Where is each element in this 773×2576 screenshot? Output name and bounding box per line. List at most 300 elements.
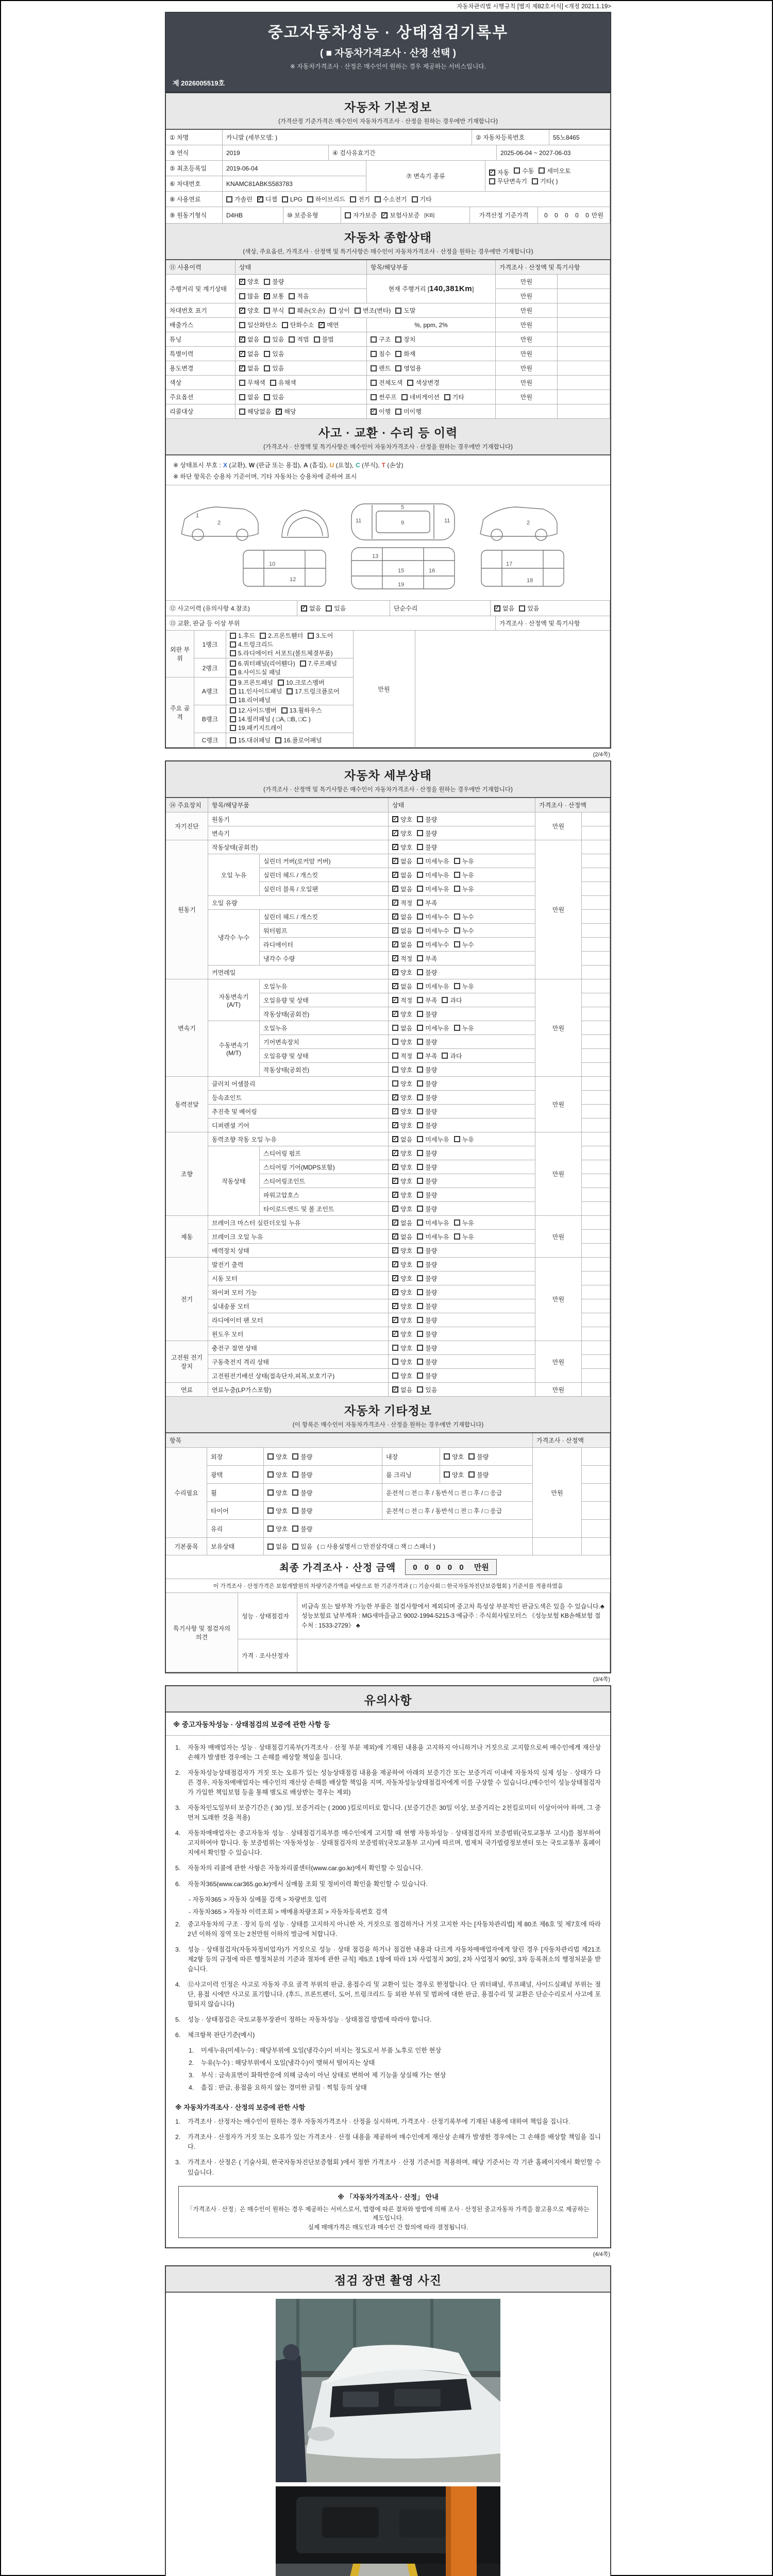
checkbox[interactable]	[292, 1452, 312, 1461]
checkbox[interactable]	[239, 349, 259, 358]
table-row	[582, 1313, 610, 1327]
text: 3.	[175, 1945, 181, 1953]
checkbox[interactable]	[230, 640, 273, 649]
detail-note: (가격조사 · 산정액 및 특기사항은 매수인이 자동차가격조사 · 산정을 원하는 경우에만 기재합니다)	[263, 787, 513, 793]
checkbox[interactable]	[355, 306, 391, 315]
checkbox[interactable]	[454, 982, 474, 991]
checkbox[interactable]	[417, 1371, 437, 1380]
checkbox[interactable]	[267, 1542, 288, 1551]
checkbox[interactable]	[444, 393, 464, 401]
label-usage	[166, 318, 236, 332]
checkbox[interactable]	[230, 631, 255, 640]
checkbox[interactable]	[539, 166, 570, 175]
car-damage-diagram	[166, 485, 610, 601]
empty-box-icon	[417, 1108, 423, 1114]
checkbox[interactable]	[392, 1246, 412, 1255]
note-cell	[582, 910, 610, 924]
checkbox[interactable]	[267, 1488, 288, 1497]
rank-note-cell	[415, 631, 611, 748]
checkbox[interactable]	[318, 320, 339, 329]
text: 배력장치 상태	[212, 1247, 249, 1255]
empty-box-icon	[264, 308, 270, 314]
notice-item	[175, 2158, 601, 2177]
checkbox[interactable]	[454, 1218, 474, 1227]
text: 적정	[400, 899, 413, 907]
checkbox[interactable]	[392, 829, 412, 838]
checkbox[interactable]	[289, 306, 325, 315]
checkbox[interactable]	[239, 320, 277, 329]
checkbox[interactable]	[371, 378, 402, 387]
note-cell	[582, 1538, 610, 1555]
checkbox[interactable]	[267, 1470, 288, 1479]
text: 18.리어패널	[238, 697, 271, 704]
table-row	[208, 1230, 535, 1244]
basic-info-title: 자동차 기본정보	[344, 100, 432, 114]
checkbox[interactable]	[230, 678, 273, 687]
state-cell	[389, 1285, 535, 1299]
checkbox[interactable]	[392, 982, 412, 991]
checked-box-icon: ✓	[393, 1177, 398, 1184]
checkbox[interactable]	[392, 1093, 412, 1102]
checkbox[interactable]	[494, 604, 514, 613]
checkbox[interactable]	[392, 1260, 412, 1269]
checkbox[interactable]	[264, 364, 284, 372]
checkbox[interactable]	[392, 1344, 412, 1352]
checkbox[interactable]	[307, 195, 345, 204]
checkbox[interactable]	[260, 631, 303, 640]
checkbox[interactable]	[392, 1316, 412, 1325]
checkbox[interactable]	[281, 706, 322, 715]
checkbox[interactable]	[257, 195, 277, 204]
checkbox[interactable]	[392, 1024, 412, 1032]
checkbox[interactable]	[239, 306, 259, 315]
checkbox[interactable]	[264, 393, 284, 401]
checkbox[interactable]	[417, 1065, 437, 1074]
photo-area	[166, 2293, 610, 2576]
text: 미세누수	[425, 927, 449, 935]
text: 기타( )	[540, 178, 558, 185]
table-row	[208, 1091, 535, 1105]
checkbox[interactable]	[392, 1358, 412, 1366]
checkbox[interactable]	[289, 292, 309, 300]
text: 6.	[175, 2031, 181, 2039]
checkbox[interactable]	[395, 364, 422, 372]
checkbox[interactable]	[454, 871, 474, 879]
state-col	[236, 275, 367, 303]
rank-price-cell	[354, 631, 415, 748]
item-opts	[264, 1520, 533, 1538]
checkbox[interactable]	[392, 1135, 412, 1144]
text: 미세누유	[425, 1219, 449, 1227]
empty-box-icon	[417, 1192, 423, 1198]
checkbox[interactable]	[326, 604, 346, 613]
table-row	[558, 289, 610, 303]
checkbox[interactable]	[392, 1371, 412, 1380]
checkbox[interactable]	[417, 996, 437, 1005]
checkbox[interactable]	[292, 1524, 312, 1533]
checkbox[interactable]	[392, 871, 412, 879]
empty-box-icon	[444, 1471, 450, 1478]
checkbox[interactable]	[519, 604, 539, 613]
text: 불량	[425, 1275, 438, 1282]
table-row	[208, 965, 535, 979]
checkbox[interactable]	[371, 364, 391, 372]
checkbox[interactable]	[417, 1246, 437, 1255]
checkbox[interactable]	[417, 1302, 437, 1311]
empty-box-icon	[278, 680, 284, 686]
checkbox[interactable]	[454, 940, 474, 949]
checkbox[interactable]	[392, 1205, 412, 1213]
checkbox[interactable]	[417, 1344, 437, 1352]
basic-info-header	[166, 93, 610, 130]
sub-group-row	[208, 910, 535, 965]
checkbox[interactable]	[392, 1177, 412, 1185]
checkbox[interactable]	[417, 1205, 437, 1213]
checkbox[interactable]	[417, 982, 449, 991]
state-cell	[389, 1049, 535, 1063]
table-row	[208, 1132, 535, 1146]
checkbox[interactable]	[282, 196, 303, 203]
checked-box-icon: ✓	[393, 1094, 398, 1100]
checkbox[interactable]	[417, 1024, 449, 1032]
checkbox[interactable]	[239, 364, 259, 372]
checkbox[interactable]	[417, 1038, 437, 1046]
checkbox[interactable]	[417, 1093, 437, 1102]
checkbox[interactable]	[392, 968, 412, 977]
checkbox[interactable]	[287, 687, 339, 696]
checkbox[interactable]	[417, 815, 437, 824]
checkbox[interactable]	[230, 723, 282, 732]
checkbox[interactable]	[417, 1260, 437, 1269]
text: 1랭크	[202, 641, 218, 648]
price-cell	[496, 318, 558, 332]
checkbox[interactable]	[454, 885, 474, 893]
checked-box-icon: ✓	[393, 1289, 398, 1295]
text: 55노8465	[553, 134, 580, 141]
checked-box-icon: ✓	[393, 899, 398, 906]
text: C랭크	[201, 737, 219, 744]
checkbox[interactable]	[392, 1302, 412, 1311]
checkbox[interactable]	[489, 177, 527, 185]
checkbox[interactable]	[514, 166, 534, 175]
checkbox[interactable]	[230, 659, 295, 668]
checkbox[interactable]	[454, 1232, 474, 1241]
checkbox[interactable]	[239, 378, 265, 387]
text: 상이	[338, 307, 350, 314]
note-cell	[582, 1341, 610, 1355]
text: 주요옵션	[170, 394, 194, 401]
checkbox[interactable]	[264, 306, 284, 315]
checkbox[interactable]	[417, 1010, 437, 1019]
empty-box-icon	[514, 167, 520, 174]
text: 휠	[211, 1489, 217, 1497]
text: 2025-06-04 ~ 2027-06-03	[500, 149, 571, 157]
checkbox[interactable]	[292, 1470, 312, 1479]
text: 없음	[400, 1386, 413, 1394]
checkbox[interactable]	[264, 349, 284, 358]
text: 없음	[400, 871, 413, 879]
checkbox[interactable]	[267, 1452, 288, 1461]
checkbox[interactable]	[417, 1163, 437, 1172]
empty-box-icon	[442, 1053, 448, 1059]
checkbox[interactable]	[392, 1330, 412, 1338]
checkbox[interactable]	[417, 843, 437, 852]
checkbox[interactable]	[371, 407, 391, 416]
device-group-row	[166, 812, 610, 840]
checkbox[interactable]	[417, 1232, 449, 1241]
checkbox[interactable]	[392, 815, 412, 824]
text: 오일유량 및 상태	[263, 996, 309, 1004]
checkbox[interactable]	[392, 857, 412, 866]
table-row	[582, 1466, 610, 1484]
checkbox[interactable]	[417, 871, 449, 879]
checkbox[interactable]	[375, 195, 407, 204]
checkbox[interactable]	[454, 1024, 474, 1032]
text: 만원	[552, 1386, 565, 1394]
checkbox[interactable]	[417, 912, 449, 921]
checkbox[interactable]	[417, 968, 437, 977]
checkbox[interactable]	[392, 996, 412, 1005]
checkbox[interactable]	[350, 195, 370, 204]
checkbox[interactable]	[417, 1218, 449, 1227]
checkbox[interactable]	[417, 1191, 437, 1199]
checkbox[interactable]	[239, 407, 271, 416]
empty-box-icon	[454, 1025, 460, 1031]
checkbox[interactable]	[407, 378, 439, 387]
checkbox[interactable]	[392, 1038, 412, 1046]
table-row	[166, 275, 610, 303]
checkbox[interactable]	[392, 1065, 412, 1074]
checkbox[interactable]	[489, 168, 509, 177]
checkbox[interactable]	[308, 631, 333, 640]
checkbox[interactable]	[417, 1385, 437, 1394]
checkbox[interactable]	[392, 1149, 412, 1158]
text: 양호	[400, 1066, 413, 1074]
text: 불량	[272, 278, 284, 285]
item-label	[207, 1466, 264, 1484]
value-transmission	[485, 161, 610, 192]
checkbox[interactable]	[412, 195, 432, 204]
checkbox[interactable]	[239, 292, 259, 300]
checkbox[interactable]	[230, 706, 277, 715]
checkbox[interactable]	[264, 292, 284, 300]
item-cell	[367, 332, 496, 347]
checkbox[interactable]	[442, 1052, 462, 1060]
checkbox[interactable]	[230, 715, 311, 723]
checkbox[interactable]	[392, 1385, 412, 1394]
checkbox[interactable]	[395, 407, 422, 416]
checkbox[interactable]	[392, 1052, 412, 1060]
checkbox[interactable]	[417, 1316, 437, 1325]
notice-item	[175, 2015, 601, 2025]
checkbox[interactable]	[395, 349, 415, 358]
text: 있음	[334, 605, 346, 612]
checkbox[interactable]	[417, 940, 449, 949]
checkbox[interactable]	[392, 1079, 412, 1088]
checkbox[interactable]	[267, 1524, 288, 1533]
checkbox[interactable]	[392, 1163, 412, 1172]
checkbox[interactable]	[289, 335, 309, 344]
checkbox[interactable]	[417, 1052, 437, 1060]
checkbox[interactable]	[230, 687, 282, 696]
checkbox[interactable]	[392, 1191, 412, 1199]
checkbox[interactable]	[264, 335, 284, 344]
checkbox[interactable]	[468, 1452, 489, 1461]
checkbox[interactable]	[381, 211, 419, 219]
device-rows	[208, 979, 535, 1077]
state-cell	[389, 965, 535, 979]
item-label	[207, 1502, 264, 1520]
empty-box-icon	[454, 941, 460, 947]
checkbox[interactable]	[417, 1330, 437, 1338]
checkbox[interactable]	[417, 857, 449, 866]
checkbox[interactable]	[392, 843, 412, 852]
checkbox[interactable]	[371, 393, 397, 401]
checkbox[interactable]	[345, 211, 377, 219]
checked-box-icon: ✓	[258, 196, 263, 202]
checkbox[interactable]	[392, 926, 412, 935]
checkbox[interactable]	[239, 277, 259, 286]
text: 불량	[425, 1149, 438, 1157]
text: (손상)	[387, 462, 404, 469]
text: 양호	[276, 1453, 288, 1461]
checkbox[interactable]	[392, 1121, 412, 1130]
text: 4.트렁크리드	[238, 641, 273, 648]
checkbox[interactable]	[417, 954, 437, 963]
basic-items-label	[166, 1538, 207, 1555]
checkbox[interactable]	[401, 393, 440, 401]
checkbox[interactable]	[371, 335, 391, 344]
checkbox[interactable]	[226, 195, 253, 204]
checkbox[interactable]	[417, 1358, 437, 1366]
checkbox[interactable]	[392, 940, 412, 949]
checkbox[interactable]	[301, 604, 321, 613]
empty-box-icon	[326, 605, 332, 612]
checked-box-icon: ✓	[393, 885, 398, 892]
checkbox[interactable]	[417, 1135, 449, 1144]
checkbox[interactable]	[454, 912, 474, 921]
checkbox[interactable]	[395, 335, 415, 344]
text: 자동차매매업자는 중고자동차 성능 · 상태점검기록부를 매수인에게 고지할 때 현행 자동차성능 · 상태점검자의 보증범위(국토교통부 고시)를 첨부하여 고지하여야 합니다. 동 보증범위는 '자동차성능 · 상태점검자의 보증범위'(국토교통부 고시)에 따르며, 법제처 국가법령정보센터 또는 국토교통부 홈페이지에서 확인할 수 있습니다.	[188, 1829, 601, 1857]
checkbox[interactable]	[392, 899, 412, 907]
checkbox[interactable]	[392, 1232, 412, 1241]
text: 양호	[400, 1289, 413, 1296]
checkbox[interactable]	[417, 1121, 437, 1130]
text: 양호	[400, 1261, 413, 1268]
notice-item	[175, 1863, 601, 1873]
checkbox[interactable]	[392, 954, 412, 963]
label-usage	[166, 376, 236, 390]
table-row	[207, 1520, 533, 1538]
checkbox[interactable]	[392, 1288, 412, 1297]
checkbox[interactable]	[392, 1218, 412, 1227]
checkbox[interactable]	[417, 829, 437, 838]
checkbox[interactable]	[300, 659, 337, 668]
checkbox[interactable]	[417, 1274, 437, 1283]
checkbox[interactable]	[230, 649, 333, 657]
checkbox[interactable]	[417, 885, 449, 893]
checkbox[interactable]	[392, 1010, 412, 1019]
item-cell	[367, 390, 496, 404]
checkbox[interactable]	[454, 857, 474, 866]
checkbox[interactable]	[264, 277, 284, 286]
checkbox[interactable]	[392, 1274, 412, 1283]
empty-box-icon	[355, 308, 361, 314]
checkbox[interactable]	[532, 177, 558, 185]
text: 체크항목 판단기준(예시)	[188, 2031, 255, 2039]
checkbox[interactable]	[282, 320, 314, 329]
text: - 자동차365 > 자동차 실매물 검색 > 차량번호 입력	[189, 1895, 327, 1903]
checkbox[interactable]	[230, 668, 281, 676]
checkbox[interactable]	[454, 1135, 474, 1144]
damage-symbol-legend	[166, 455, 610, 470]
checkbox[interactable]	[468, 1470, 489, 1479]
state-cell	[389, 938, 535, 952]
checkbox[interactable]	[270, 378, 296, 387]
symbol-W: W	[248, 462, 255, 469]
text: 훼손(오손)	[297, 307, 325, 314]
checkbox[interactable]	[417, 1149, 437, 1158]
checkbox[interactable]	[230, 696, 271, 704]
checkbox[interactable]	[417, 1177, 437, 1185]
checkbox[interactable]	[392, 885, 412, 893]
checkbox[interactable]	[239, 393, 259, 401]
state-cell	[389, 979, 535, 993]
checkbox[interactable]	[239, 335, 259, 344]
checkbox[interactable]	[267, 1506, 288, 1515]
checkbox[interactable]	[444, 1452, 464, 1461]
checkbox[interactable]	[392, 912, 412, 921]
checkbox[interactable]	[417, 1288, 437, 1297]
checkbox[interactable]	[395, 306, 415, 315]
checkbox[interactable]	[417, 1107, 437, 1116]
checkbox[interactable]	[371, 349, 391, 358]
photo-box	[165, 2265, 611, 2576]
text: 만원	[591, 212, 603, 219]
text: 7.루프패널	[308, 660, 338, 667]
checkbox[interactable]	[444, 1470, 464, 1479]
checkbox[interactable]	[392, 1107, 412, 1116]
inspector-comment	[297, 1593, 610, 1639]
text: 없음	[502, 605, 515, 612]
checkbox[interactable]	[417, 1079, 437, 1088]
checkbox[interactable]	[417, 926, 449, 935]
checkbox[interactable]	[292, 1542, 312, 1551]
checkbox[interactable]	[278, 678, 325, 687]
text: 양호	[276, 1507, 288, 1515]
text: 윈도우 모터	[212, 1330, 244, 1338]
checkbox[interactable]	[454, 926, 474, 935]
price-cell	[535, 840, 582, 979]
checkbox[interactable]	[292, 1488, 312, 1497]
text: 누유	[462, 1233, 474, 1241]
checkbox[interactable]	[314, 335, 334, 344]
empty-box-icon	[454, 858, 460, 864]
empty-box-icon	[292, 1489, 298, 1496]
note-cell	[558, 376, 610, 390]
checkbox[interactable]	[292, 1506, 312, 1515]
note-cell	[582, 1313, 610, 1327]
checkbox[interactable]	[330, 306, 350, 315]
checkbox[interactable]	[276, 407, 296, 416]
text: 제동	[180, 1233, 193, 1241]
device-group-label	[166, 1132, 208, 1216]
checkbox[interactable]	[230, 736, 271, 744]
note-col	[582, 1077, 610, 1132]
checkbox[interactable]	[442, 996, 462, 1005]
checkbox[interactable]	[275, 736, 322, 744]
checkbox[interactable]	[417, 899, 437, 907]
